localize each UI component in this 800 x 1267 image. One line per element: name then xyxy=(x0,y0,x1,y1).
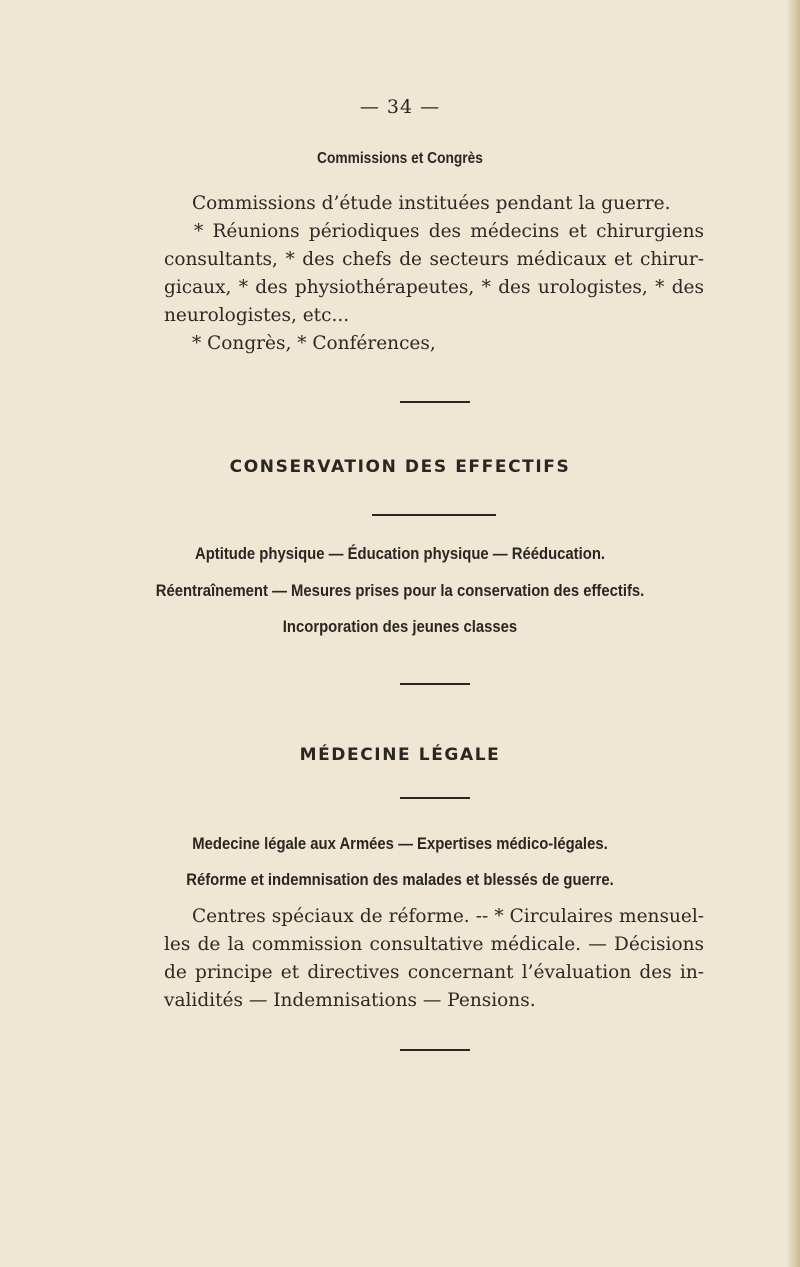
paragraph-centres xyxy=(164,903,704,1015)
page-edge-shadow xyxy=(786,0,800,1267)
conservation-line: Aptitude physique — Éducation physique — Rééducation. xyxy=(194,545,606,563)
paragraph-line: neurologistes, etc... xyxy=(164,305,350,326)
divider-rule xyxy=(372,514,496,516)
paragraph-line: validités — Indemnisations — Pensions. xyxy=(164,990,536,1011)
paragraph-line: gicaux, * des physiothérapeutes, * des urologistes, * des xyxy=(164,277,704,298)
medecine-line: Réforme et indemnisation des malades et blessés de guerre. xyxy=(186,871,614,889)
page-number: — 34 — xyxy=(359,96,441,118)
paragraph-line: Commissions d’étude instituées pendant la guerre. xyxy=(192,193,671,214)
heading-medecine-legale: MÉDECINE LÉGALE xyxy=(299,745,501,765)
paragraph-commissions xyxy=(164,190,704,358)
conservation-line: Réentraînement — Mesures prises pour la conservation des effectifs. xyxy=(155,582,645,600)
divider-rule xyxy=(400,797,470,799)
paragraph-line: Centres spéciaux de réforme. -- * Circulaires mensuel- xyxy=(192,906,704,927)
paragraph-line: les de la commission consultative médicale. — Décisions xyxy=(164,934,704,955)
paragraph-line: * Congrès, * Conférences, xyxy=(192,333,436,354)
paragraph-line: * Réunions périodiques des médecins et chirurgiens xyxy=(194,221,704,242)
divider-rule xyxy=(400,683,470,685)
medecine-line: Medecine légale aux Armées — Expertises médico-légales. xyxy=(192,835,608,853)
heading-conservation: CONSERVATION DES EFFECTIFS xyxy=(229,457,571,477)
section-title: Commissions et Congrès xyxy=(317,150,483,167)
divider-rule xyxy=(400,401,470,403)
conservation-line: Incorporation des jeunes classes xyxy=(282,618,518,636)
paragraph-line: consultants, * des chefs de secteurs médicaux et chirur- xyxy=(164,249,704,270)
paragraph-line: de principe et directives concernant l’évaluation des in- xyxy=(164,962,704,983)
divider-rule xyxy=(400,1049,470,1051)
